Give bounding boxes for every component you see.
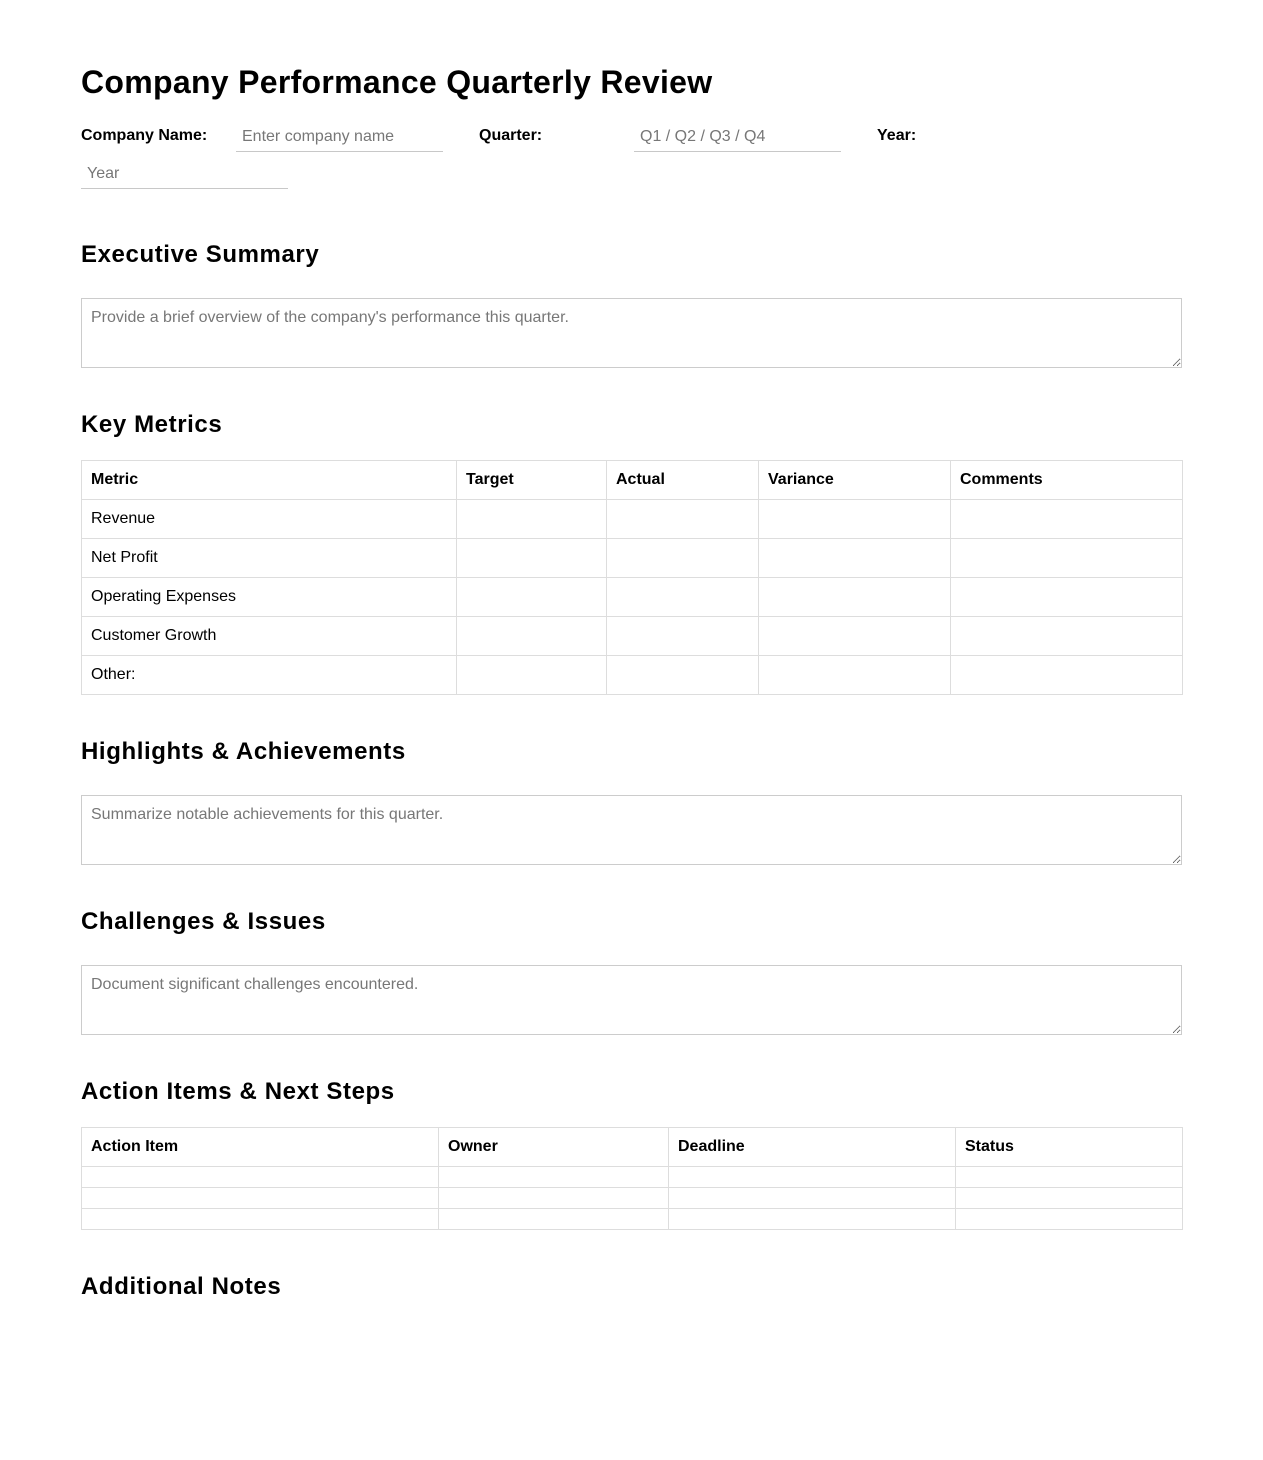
column-header-variance: Variance bbox=[759, 461, 951, 500]
table-row bbox=[82, 578, 1183, 617]
highlights-textarea[interactable] bbox=[81, 795, 1182, 865]
action-items-table bbox=[81, 1127, 1183, 1230]
comments-cell[interactable] bbox=[951, 578, 1183, 617]
metric-cell: Revenue bbox=[82, 500, 457, 539]
variance-cell[interactable] bbox=[759, 539, 951, 578]
column-header-target: Target bbox=[457, 461, 607, 500]
table-row bbox=[82, 1167, 1183, 1188]
key-metrics-table bbox=[81, 460, 1183, 695]
owner-cell[interactable] bbox=[439, 1167, 669, 1188]
comments-cell[interactable] bbox=[951, 656, 1183, 695]
company-name-input[interactable] bbox=[236, 122, 443, 152]
year-input[interactable] bbox=[81, 159, 288, 189]
variance-cell[interactable] bbox=[759, 500, 951, 539]
quarter-label: Quarter: bbox=[479, 127, 543, 144]
metric-cell: Customer Growth bbox=[82, 617, 457, 656]
executive-summary-textarea[interactable] bbox=[81, 298, 1182, 368]
column-header-deadline: Deadline bbox=[669, 1128, 956, 1167]
actual-cell[interactable] bbox=[607, 656, 759, 695]
year-label: Year: bbox=[877, 127, 917, 144]
deadline-cell[interactable] bbox=[669, 1209, 956, 1230]
metric-cell: Net Profit bbox=[82, 539, 457, 578]
target-cell[interactable] bbox=[457, 539, 607, 578]
company-name-label: Company Name: bbox=[81, 127, 208, 144]
actual-cell[interactable] bbox=[607, 578, 759, 617]
deadline-cell[interactable] bbox=[669, 1188, 956, 1209]
table-header-row bbox=[82, 461, 1183, 500]
action-item-cell[interactable] bbox=[82, 1188, 439, 1209]
target-cell[interactable] bbox=[457, 656, 607, 695]
column-header-action-item: Action Item bbox=[82, 1128, 439, 1167]
comments-cell[interactable] bbox=[951, 617, 1183, 656]
comments-cell[interactable] bbox=[951, 500, 1183, 539]
metric-cell: Other: bbox=[82, 656, 457, 695]
status-cell[interactable] bbox=[956, 1188, 1183, 1209]
column-header-metric: Metric bbox=[82, 461, 457, 500]
actual-cell[interactable] bbox=[607, 617, 759, 656]
column-header-status: Status bbox=[956, 1128, 1183, 1167]
column-header-owner: Owner bbox=[439, 1128, 669, 1167]
target-cell[interactable] bbox=[457, 500, 607, 539]
variance-cell[interactable] bbox=[759, 578, 951, 617]
status-cell[interactable] bbox=[956, 1209, 1183, 1230]
executive-summary-heading: Executive Summary bbox=[81, 241, 320, 268]
quarter-input[interactable] bbox=[634, 122, 841, 152]
table-row bbox=[82, 617, 1183, 656]
actual-cell[interactable] bbox=[607, 539, 759, 578]
status-cell[interactable] bbox=[956, 1167, 1183, 1188]
target-cell[interactable] bbox=[457, 617, 607, 656]
actual-cell[interactable] bbox=[607, 500, 759, 539]
page-title: Company Performance Quarterly Review bbox=[81, 64, 713, 100]
highlights-heading: Highlights & Achievements bbox=[81, 738, 406, 765]
deadline-cell[interactable] bbox=[669, 1167, 956, 1188]
column-header-comments: Comments bbox=[951, 461, 1183, 500]
challenges-heading: Challenges & Issues bbox=[81, 908, 326, 935]
table-row bbox=[82, 539, 1183, 578]
table-row bbox=[82, 656, 1183, 695]
owner-cell[interactable] bbox=[439, 1209, 669, 1230]
challenges-textarea[interactable] bbox=[81, 965, 1182, 1035]
table-header-row bbox=[82, 1128, 1183, 1167]
owner-cell[interactable] bbox=[439, 1188, 669, 1209]
table-row bbox=[82, 500, 1183, 539]
key-metrics-heading: Key Metrics bbox=[81, 411, 223, 438]
comments-cell[interactable] bbox=[951, 539, 1183, 578]
action-items-heading: Action Items & Next Steps bbox=[81, 1078, 395, 1105]
target-cell[interactable] bbox=[457, 578, 607, 617]
variance-cell[interactable] bbox=[759, 656, 951, 695]
additional-notes-heading: Additional Notes bbox=[81, 1273, 282, 1300]
action-item-cell[interactable] bbox=[82, 1167, 439, 1188]
table-row bbox=[82, 1209, 1183, 1230]
table-row bbox=[82, 1188, 1183, 1209]
column-header-actual: Actual bbox=[607, 461, 759, 500]
metric-cell: Operating Expenses bbox=[82, 578, 457, 617]
action-item-cell[interactable] bbox=[82, 1209, 439, 1230]
variance-cell[interactable] bbox=[759, 617, 951, 656]
